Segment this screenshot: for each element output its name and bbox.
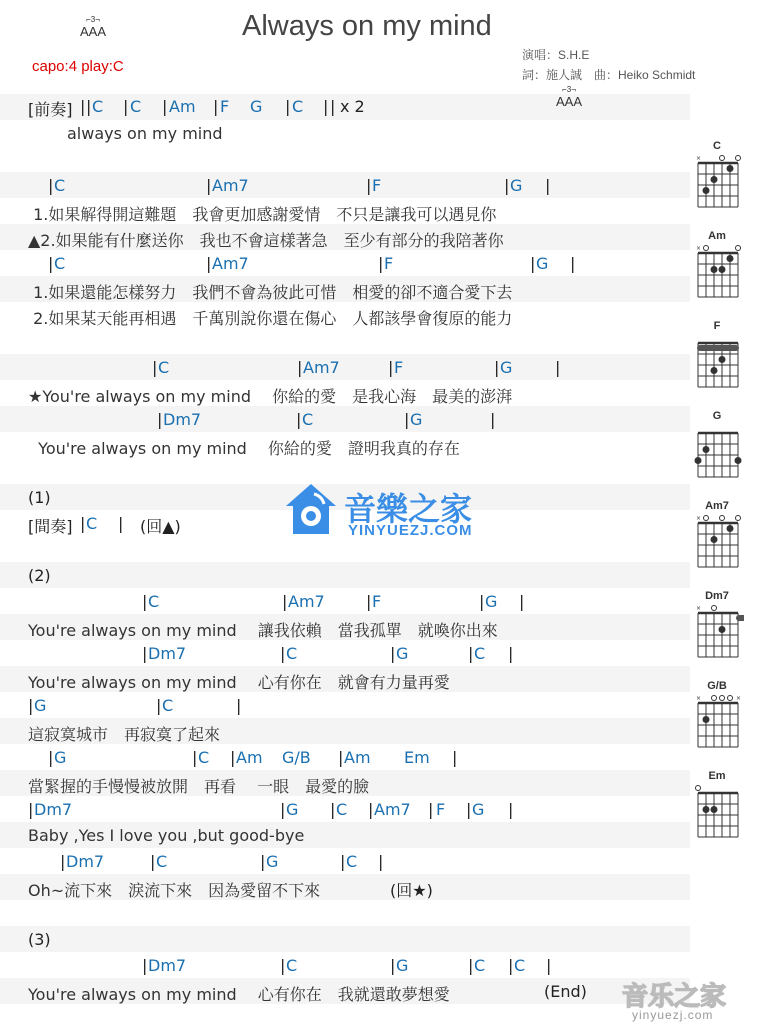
chord-label: Am xyxy=(344,748,371,767)
chord-label: G/B xyxy=(282,748,311,767)
corner-watermark-en: yinyuezj.com xyxy=(632,1008,714,1022)
chord-label: Dm7 xyxy=(34,800,73,819)
chord-label: F xyxy=(384,254,394,273)
chord-diagram-grid xyxy=(692,783,744,841)
chord-diagram-label: F xyxy=(713,320,721,332)
chord-label: Am7 xyxy=(212,254,249,273)
chord-label: Am7 xyxy=(303,358,340,377)
section-marker: (3) xyxy=(28,930,51,949)
chord-label: G xyxy=(266,852,279,871)
chord-label: C xyxy=(148,592,160,611)
chord-diagram-grid xyxy=(692,423,744,481)
repeat-count: x 2 xyxy=(340,97,365,116)
capo-info: capo:4 play:C xyxy=(32,58,124,75)
chord-diagram-label: G/B xyxy=(707,680,727,692)
chord-label: G xyxy=(286,800,299,819)
lyric-line: 2.如果某天能再相遇 千萬別說你還在傷心 人都該學會復原的能力 xyxy=(28,309,513,328)
lyric-line: You're always on my mind 心有你在 就會有力量再愛 xyxy=(28,673,450,692)
svg-text:×: × xyxy=(696,245,702,252)
chord-label: Am xyxy=(169,97,196,116)
svg-text:×: × xyxy=(736,695,742,702)
back-to-star: (回★) xyxy=(390,881,433,900)
chord-label: G xyxy=(396,644,409,663)
chord-label: C xyxy=(54,254,66,273)
chord-label: C xyxy=(162,696,174,715)
chord-diagram-grid xyxy=(692,243,744,301)
lyric-line: You're always on my mind 讓我依賴 當我孤單 就喚你出來 xyxy=(28,621,498,640)
lyric-line: ▲2.如果能有什麼送你 我也不會這樣著急 至少有部分的我陪著你 xyxy=(28,231,504,250)
end-marker: (End) xyxy=(544,982,587,1001)
chord-label: F xyxy=(220,97,230,116)
chord-diagram-grid xyxy=(692,153,744,211)
section-marker: (1) xyxy=(28,488,51,507)
chord-label: Am7 xyxy=(288,592,325,611)
chord-diagram-grid xyxy=(692,513,744,571)
svg-text:×: × xyxy=(696,695,702,702)
chord-label: F xyxy=(436,800,446,819)
chord-label: Dm7 xyxy=(148,956,187,975)
watermark-cn: 音樂之家 xyxy=(344,491,473,527)
intro-label: [前奏] xyxy=(28,100,73,119)
chord-diagram-label: Am7 xyxy=(705,500,729,512)
lyric-line: 1.如果解得開這難題 我會更加感謝愛情 不只是讓我可以遇見你 xyxy=(28,205,497,224)
back-to-triangle: (回▲) xyxy=(140,517,181,536)
chord-diagram-label: Dm7 xyxy=(705,590,729,602)
chord-diagram-grid xyxy=(692,603,744,661)
corner-watermark-cn: 音乐之家 xyxy=(622,981,727,1011)
chord-label: G xyxy=(485,592,498,611)
chord-diagram-grid xyxy=(692,333,744,391)
intro-lyric: always on my mind xyxy=(67,124,223,143)
chord-label: F xyxy=(372,176,382,195)
chord-label: Dm7 xyxy=(66,852,105,871)
chord-diagram-label: Am xyxy=(708,230,726,242)
chord-label: Am7 xyxy=(212,176,249,195)
chord-label: C xyxy=(86,514,98,533)
chord-label: C xyxy=(198,748,210,767)
chord-label: C xyxy=(156,852,168,871)
svg-text:×: × xyxy=(696,605,702,612)
chord-label: C xyxy=(474,644,486,663)
singer-credit: 演唱：S.H.E xyxy=(522,48,590,62)
chord-diagram-label: G xyxy=(712,410,722,422)
section-marker: (2) xyxy=(28,566,51,585)
chord-label: Dm7 xyxy=(148,644,187,663)
chord-label: C xyxy=(302,410,314,429)
chord-label: C xyxy=(514,956,526,975)
chord-label: G xyxy=(472,800,485,819)
lyric-line: You're always on my mind 你給的愛 證明我真的存在 xyxy=(28,439,460,458)
chord-label: C xyxy=(158,358,170,377)
chord-label: G xyxy=(410,410,423,429)
lyric-line: 當緊握的手慢慢被放開 再看 一眼 最愛的臉 xyxy=(28,777,370,796)
house-logo-icon xyxy=(282,480,340,540)
chord-label: G xyxy=(510,176,523,195)
chord-label: G xyxy=(500,358,513,377)
site-watermark xyxy=(282,480,340,544)
chord-label: C xyxy=(92,97,104,116)
chord-label: C xyxy=(286,644,298,663)
chord-label: G xyxy=(34,696,47,715)
chord-label: Em xyxy=(404,748,430,767)
svg-text:×: × xyxy=(696,515,702,522)
lyric-line: ★You're always on my mind 你給的愛 是我心海 最美的澎湃 xyxy=(28,387,513,406)
chord-label: G xyxy=(250,97,263,116)
chord-label: C xyxy=(292,97,304,116)
chord-label: G xyxy=(536,254,549,273)
chord-label: G xyxy=(54,748,67,767)
strum-pattern-icon-2: ⌐3¬ AAA xyxy=(556,85,583,109)
lyric-line: 這寂寞城市 再寂寞了起來 xyxy=(28,725,221,744)
lyric-line: Baby ,Yes I love you ,but good-bye xyxy=(28,826,305,845)
chord-label: C xyxy=(54,176,66,195)
chord-label: C xyxy=(336,800,348,819)
svg-text:×: × xyxy=(696,155,702,162)
watermark-en: YINYUEZJ.COM xyxy=(348,522,473,539)
chord-label: Dm7 xyxy=(163,410,202,429)
chord-label: F xyxy=(372,592,382,611)
writer-credit: 詞：施人誠 曲：Heiko Schmidt xyxy=(522,68,696,82)
chord-label: C xyxy=(474,956,486,975)
strum-pattern-icon: ⌐3¬ AAA xyxy=(80,15,107,39)
chord-label: Am xyxy=(236,748,263,767)
lyric-line: 1.如果還能怎樣努力 我們不會為彼此可惜 相愛的卻不適合愛下去 xyxy=(28,283,513,302)
interlude-label: [間奏] xyxy=(28,517,73,536)
song-title: Always on my mind xyxy=(242,10,492,42)
chord-label: G xyxy=(396,956,409,975)
chord-diagram-label: C xyxy=(713,140,721,152)
lyric-line: Oh~流下來 淚流下來 因為愛留不下來 xyxy=(28,881,321,900)
chord-label: C xyxy=(346,852,358,871)
chord-label: F xyxy=(394,358,404,377)
chord-diagram-grid xyxy=(692,693,744,751)
chord-label: C xyxy=(286,956,298,975)
chord-label: C xyxy=(130,97,142,116)
lyric-line: You're always on my mind 心有你在 我就還敢夢想愛 xyxy=(28,985,450,1004)
chord-label: Am7 xyxy=(374,800,411,819)
chord-diagram-label: Em xyxy=(708,770,726,782)
